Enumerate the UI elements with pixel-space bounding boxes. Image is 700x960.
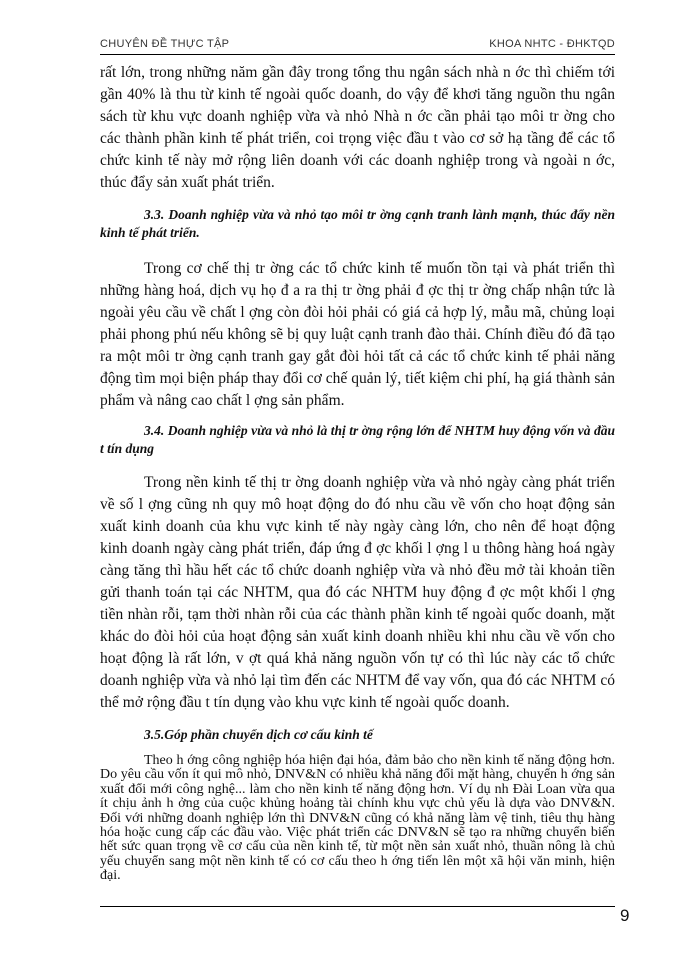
section-heading-3-3: 3.3. Doanh nghiệp vừa và nhỏ tạo môi tr ờng cạnh tranh lành mạnh, thúc đẩy nền kinh tế phát triển. — [100, 207, 615, 240]
section-heading-3-5: 3.5.Góp phần chuyển dịch cơ cấu kinh tế — [144, 727, 373, 742]
page-number: 9 — [620, 906, 630, 925]
section-heading-3-4: 3.4. Doanh nghiệp vừa và nhỏ là thị tr ờng rộng lớn để NHTM huy động vốn và đầu t tín dụng — [100, 423, 615, 456]
header-left-title: CHUYÊN ĐỀ THỰC TẬP — [100, 38, 230, 50]
page-header — [100, 38, 615, 52]
paragraph-competition: Trong cơ chế thị tr ờng các tổ chức kinh tế muốn tồn tại và phát triển thì những hàng hoá, dịch vụ họ đ a ra thị tr ờng phải đ ợc thị tr ờng chấp nhận tức là ngoài yêu cầu về chất l ợng còn đòi hỏi phải có giá cả hợp lý, mẫu mã, chủng loại phải phong phú nếu không sẽ bị quy luật cạnh tranh đào thải. Chính điều đó đã tạo ra một môi tr ờng cạnh tranh gay gắt đòi hỏi tất cả các tổ chức kinh tế phải năng động tìm mọi biện pháp thay đổi cơ chế quản lý, tiết kiệm chi phí, hạ giá thành sản phẩm và nâng cao chất l ợng sản phẩm. — [100, 260, 615, 409]
page-body — [100, 62, 615, 884]
paragraph-capital-mobilization: Trong nền kinh tế thị tr ờng doanh nghiệp vừa và nhỏ ngày càng phát triển về số l ợng cũng nh quy mô hoạt động do đó nhu cầu về vốn cho hoạt động sản xuất kinh doanh của khu vực kinh tế này ngày càng lớn, cho nên để hoạt động kinh doanh ngày càng phát triển, đáp ứng đ ợc khối l ợng l u thông hàng hoá ngày càng tăng thì hầu hết các tổ chức doanh nghiệp vừa và nhỏ đều mở tài khoản tiền gửi thanh toán tại các NHTM, qua đó các NHTM huy động đ ợc một khối l ợng tiền nhàn rỗi, tạm thời nhàn rỗi của các thành phần kinh tế ngoài quốc doanh, mặt khác do đòi hỏi của hoạt động sản xuất kinh doanh nhiều khi nhu cầu về vốn cho hoạt động là rất lớn, v ợt quá khả năng nguồn vốn tự có thì lúc này các tổ chức doanh nghiệp vừa và nhỏ lại tìm đến các NHTM để vay vốn, qua đó các NHTM có thể mở rộng đầu t tín dụng vào khu vực kinh tế ngoài quốc doanh. — [100, 474, 615, 711]
paragraph-economic-restructuring: Theo h ớng công nghiệp hóa hiện đại hóa, đảm bảo cho nền kinh tế năng động hơn. Do yêu cầu vốn ít qui mô nhỏ, DNV&N có nhiều khả năng đổi mặt hàng, chuyển h ớng sản xuất đổi mới công nghệ... làm cho nền kinh tế năng động hơn. Ví dụ nh Đài Loan vừa qua ít chịu ảnh h ởng của cuộc khủng hoảng tài chính khu vực chủ yếu là dựa vào DNV&N. Đối với những doanh nghiệp lớn thì DNV&N cũng có khả năng làm vệ tinh, tiêu thụ hàng hóa hoặc cung cấp các đầu vào. Việc phát triển các DNV&N sẽ tạo ra những chuyển biến hết sức quan trọng về cơ cấu của nền kinh tế, từ một nền sản xuất nhỏ, thuần nông là chủ yếu chuyển sang một nền kinh tế có cơ cấu theo h ớng tiến lên một xã hội văn minh, hiện đại. — [100, 753, 615, 884]
footer-divider — [100, 906, 615, 907]
header-right-title: KHOA NHTC - ĐHKTQD — [489, 38, 615, 50]
paragraph-continuation: rất lớn, trong những năm gần đây trong tổng thu ngân sách nhà n ớc thì chiếm tới gần 40% là thu từ kinh tế ngoài quốc doanh, do vậy để khơi tăng nguồn thu ngân sách từ khu vực doanh nghiệp vừa và nhỏ Nhà n ớc cần phải tạo môi tr ờng cho các thành phần kinh tế phát triển, coi trọng việc đầu t vào cơ sở hạ tầng để các tổ chức kinh tế này mở rộng liên doanh với các doanh nghiệp trong và ngoài n ớc, thúc đẩy sản xuất phát triển. — [100, 64, 615, 191]
header-divider — [100, 54, 615, 55]
